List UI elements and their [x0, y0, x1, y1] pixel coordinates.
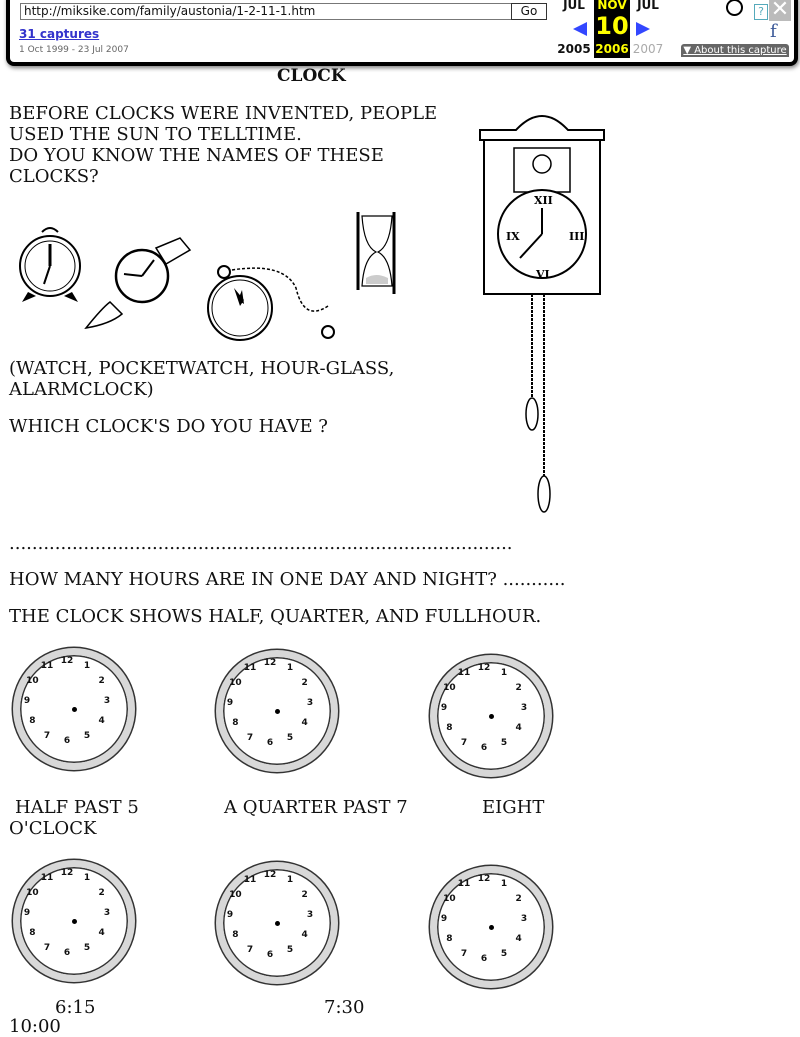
clock-number: 1 [286, 875, 294, 886]
wayback-toolbar [6, 0, 798, 66]
clock-number: 5 [286, 732, 294, 743]
clock-number: 7 [246, 944, 254, 955]
clock-number: 3 [306, 698, 314, 708]
clock-number: 1 [286, 663, 294, 674]
clock-number: 10 [26, 676, 39, 686]
next-arrow-icon[interactable] [636, 22, 650, 36]
clock-number: 11 [40, 661, 54, 672]
clock-number: 2 [98, 888, 105, 898]
blank-clock-face [216, 650, 338, 772]
next-year: 2007 [632, 42, 664, 56]
clock-number: 10 [443, 894, 456, 904]
answer-line: ........................................................................................ [9, 533, 513, 554]
clock-number: 8 [232, 718, 239, 728]
capture-date-range: 1 Oct 1999 - 23 Jul 2007 [19, 45, 129, 55]
current-month: NOV [597, 0, 627, 12]
clock-number: 9 [440, 914, 448, 924]
clock-number: 2 [515, 683, 522, 693]
hours-question: HOW MANY HOURS ARE IN ONE DAY AND NIGHT? ........... [9, 569, 566, 590]
clock-number: 11 [40, 873, 54, 884]
clock-number: 7 [43, 730, 51, 741]
label-6-15: 6:15 [55, 997, 96, 1018]
clock-number: 3 [520, 914, 528, 924]
facebook-icon[interactable]: f [770, 21, 777, 42]
clock-number: 6 [480, 743, 488, 753]
intro-sentence: BEFORE CLOCKS WERE INVENTED, PEOPLE USED THE SUN TO TELLTIME. [9, 103, 438, 145]
clock-number: 2 [98, 676, 105, 686]
clock-number: 12 [60, 656, 74, 666]
clock-number: 4 [515, 934, 522, 944]
svg-text:VI: VI [536, 268, 550, 281]
blank-clock-face [13, 860, 135, 982]
clock-number: 7 [43, 942, 51, 953]
clock-number: 12 [263, 870, 277, 880]
clock-number: 5 [500, 737, 508, 748]
clock-number: 7 [460, 948, 468, 959]
clock-center-dot [275, 709, 280, 714]
loading-circle-icon [726, 0, 743, 16]
clock-number: 12 [477, 874, 491, 884]
clock-number: 10 [26, 888, 39, 898]
clock-number: 12 [263, 658, 277, 668]
clock-number: 9 [23, 908, 31, 918]
clock-center-dot [489, 925, 494, 930]
clock-center-dot [72, 919, 77, 924]
clock-number: 3 [103, 908, 111, 918]
clock-number: 4 [98, 928, 105, 938]
clock-number: 3 [306, 910, 314, 920]
blank-clock-face [430, 866, 552, 988]
clock-number: 4 [301, 930, 308, 940]
wristwatch-image [82, 228, 206, 334]
clock-number: 2 [515, 894, 522, 904]
blank-clock-face [216, 862, 338, 984]
blank-clock-face [430, 655, 552, 777]
clock-number: 12 [60, 868, 74, 878]
clock-number: 9 [226, 910, 234, 920]
clock-number: 6 [266, 738, 274, 748]
clock-center-dot [275, 921, 280, 926]
clock-number: 2 [301, 890, 308, 900]
clock-number: 4 [98, 716, 105, 726]
prev-year[interactable]: 2005 [557, 42, 591, 56]
intro-text [9, 103, 449, 187]
prev-month: JUL [563, 0, 585, 12]
clock-number: 9 [440, 703, 448, 713]
clock-number: 9 [226, 698, 234, 708]
clock-number: 8 [29, 928, 36, 938]
clock-number: 5 [500, 948, 508, 959]
label-eight: EIGHT [482, 797, 545, 818]
clock-number: 6 [480, 954, 488, 964]
clock-number: 11 [243, 875, 257, 886]
clock-number: 6 [63, 736, 71, 746]
clock-number: 11 [457, 879, 471, 890]
alarm-clock-image [14, 222, 86, 306]
clock-number: 1 [500, 668, 508, 679]
clock-number: 5 [286, 944, 294, 955]
next-month: JUL [637, 0, 659, 12]
go-button[interactable]: Go [511, 3, 547, 20]
clock-number: 7 [460, 737, 468, 748]
names-question: DO YOU KNOW THE NAMES OF THESE CLOCKS? [9, 145, 384, 187]
about-capture-button[interactable]: ▼ About this capture [681, 44, 789, 57]
clock-number: 10 [229, 890, 242, 900]
svg-text:IX: IX [506, 230, 520, 243]
current-year: 2006 [595, 42, 629, 56]
clock-number: 5 [83, 942, 91, 953]
url-input[interactable]: http://miksike.com/family/austonia/1-2-11-1.htm [20, 3, 512, 20]
current-capture [594, 0, 630, 58]
clock-center-dot [489, 714, 494, 719]
clock-number: 9 [23, 696, 31, 706]
clock-center-dot [72, 707, 77, 712]
clock-number: 2 [301, 678, 308, 688]
clock-number: 3 [103, 696, 111, 706]
clock-number: 10 [443, 683, 456, 693]
clock-number: 1 [500, 879, 508, 890]
pocket-watch-image [204, 262, 344, 346]
clock-number: 1 [83, 873, 91, 884]
label-7-30: 7:30 [324, 997, 365, 1018]
clock-number: 4 [301, 718, 308, 728]
clock-number: 6 [266, 950, 274, 960]
clock-number: 8 [29, 716, 36, 726]
which-clock-question: WHICH CLOCK'S DO YOU HAVE ? [9, 416, 328, 437]
close-icon[interactable]: ✕ [770, 0, 790, 22]
svg-text:III: III [569, 230, 585, 243]
label-quarter-past-7: A QUARTER PAST 7 [224, 797, 408, 818]
clock-names-hint: (WATCH, POCKETWATCH, HOUR-GLASS, ALARMCLOCK) [9, 358, 395, 400]
clock-shows-text: THE CLOCK SHOWS HALF, QUARTER, AND FULLHOUR. [9, 606, 542, 627]
clock-number: 1 [83, 661, 91, 672]
captures-link[interactable]: 31 captures [19, 27, 100, 41]
label-10-00: 10:00 [9, 1016, 61, 1037]
page-title: CLOCK [277, 66, 346, 86]
blank-clock-face [13, 648, 135, 770]
clock-number: 8 [232, 930, 239, 940]
clock-number: 11 [457, 668, 471, 679]
clock-number: 4 [515, 723, 522, 733]
clock-number: 7 [246, 732, 254, 743]
clock-number: 12 [477, 663, 491, 673]
clock-number: 6 [63, 948, 71, 958]
clock-number: 8 [446, 934, 453, 944]
label-half-past-5: HALF PAST 5 [15, 797, 139, 818]
clock-number: 10 [229, 678, 242, 688]
label-oclock: O'CLOCK [9, 818, 97, 839]
prev-arrow-icon[interactable] [573, 22, 587, 36]
hourglass-image [352, 206, 404, 298]
clock-number: 5 [83, 730, 91, 741]
clock-number: 11 [243, 663, 257, 674]
help-icon[interactable]: ? [754, 4, 768, 20]
svg-text:XII: XII [534, 194, 553, 207]
clock-number: 8 [446, 723, 453, 733]
current-day: 10 [595, 12, 629, 40]
cuckoo-clock-image [476, 108, 610, 518]
clock-number: 3 [520, 703, 528, 713]
